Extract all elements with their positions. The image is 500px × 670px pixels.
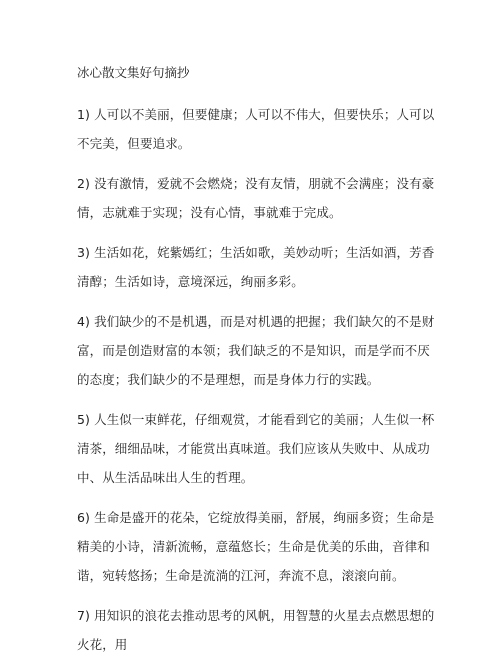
paragraph-6: 6) 生命是盛开的花朵，它绽放得美丽，舒展，绚丽多资；生命是精美的小诗，清新流畅，意蕴悠长；生命是优美的乐曲，音律和谐，宛转悠扬；生命是流淌的江河，奔流不息，滚滚向前。 xyxy=(77,510,435,583)
article-title: 冰心散文集好句摘抄 xyxy=(77,65,190,80)
paragraph-1: 1) 人可以不美丽，但要健康；人可以不伟大，但要快乐；人可以不完美，但要追求。 xyxy=(77,107,435,151)
paragraph-4: 4) 我们缺少的不是机遇，而是对机遇的把握；我们缺欠的不是财富，而是创造财富的本领；我们缺乏的不是知识，而是学而不厌的态度；我们缺少的不是理想，而是身体力行的实践。 xyxy=(77,314,435,387)
paragraph-5: 5) 人生似一束鲜花，仔细观赏，才能看到它的美丽；人生似一杯清茶，细细品味，才能赏出真味道。我们应该从失败中、从成功中、从生活品味出人生的哲理。 xyxy=(77,412,435,485)
paragraph-7: 7) 用知识的浪花去推动思考的风帆，用智慧的火星去点燃思想的火花，用 xyxy=(77,608,435,652)
paragraph-2: 2) 没有激情，爱就不会燃烧；没有友情，朋就不会满座；没有豪情，志就难于实现；没有心情，事就难于完成。 xyxy=(77,176,435,220)
article xyxy=(77,63,437,670)
paragraph-3: 3) 生活如花，姹紫嫣红；生活如歌，美妙动听；生活如酒，芳香清醇；生活如诗，意境深远，绚丽多彩。 xyxy=(77,245,435,289)
